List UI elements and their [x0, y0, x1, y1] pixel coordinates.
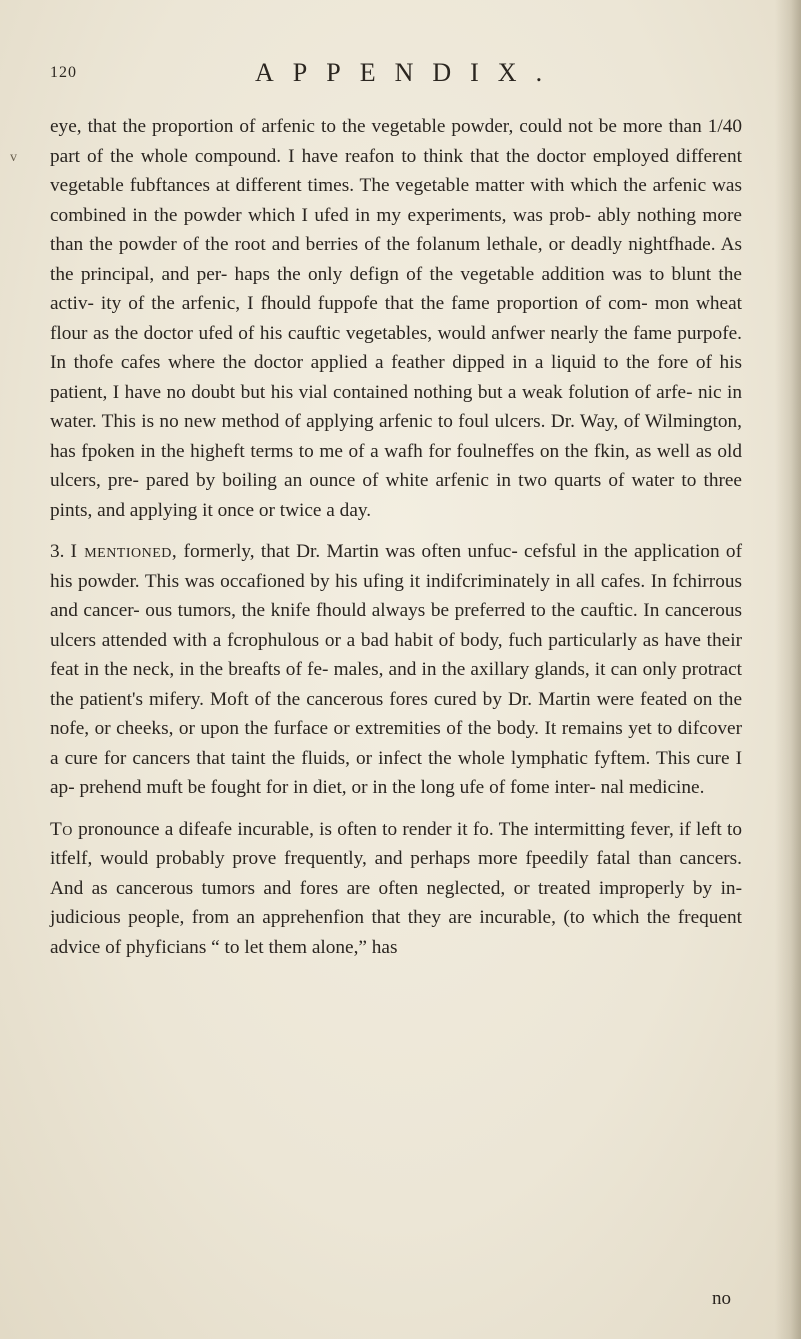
paragraph — [50, 815, 742, 963]
paragraph — [50, 112, 742, 525]
body-text — [50, 112, 742, 962]
running-head — [50, 60, 740, 90]
paragraph — [50, 537, 742, 803]
running-title: APPENDIX. — [255, 58, 562, 87]
paragraph-text: eye, that the proportion of arfenic to the vegetable powder, could not be more than 1/40 part of the whole compound. I have reafon to think that the doctor employed different vegetable fubftances at different times. The vegetable matter with which the arfenic was combined in the powder which I ufed in my experiments, was prob- ably nothing more than the powder of the root and berries of the folanum lethale, or deadly nightfhade. As the principal, and per- haps the only defign of the vegetable addition was to blunt the activ- ity of the arfenic, I fhould fuppofe that the fame proportion of com- mon wheat flour as the doctor ufed of his cauftic vegetables, would anfwer nearly the fame purpofe. In thofe cafes where the doctor applied a feather dipped in a liquid to the fore of his patient, I have no doubt but his vial contained nothing but a weak folution of arfe- nic in water. This is no new method of applying arfenic to foul ulcers. Dr. Way, of Wilmington, has fpoken in the higheft terms to me of a wafh for foulneffes on the fkin, as well as old ulcers, pre- pared by boiling an ounce of white arfenic in two quarts of water to three pints, and applying it once or twice a day. — [50, 116, 742, 521]
page-number: 120 — [50, 64, 77, 81]
catchword: no — [712, 1288, 731, 1309]
margin-mark: v — [10, 150, 17, 165]
paragraph-number: 3. — [50, 541, 65, 562]
page-edge-shadow — [775, 0, 801, 1339]
paragraph-lead: I mentioned, — [70, 541, 178, 562]
paragraph-text: pronounce a difeafe incurable, is often to render it fo. The intermitting fever, if left to itfelf, would probably prove frequently, and perhaps more fpeedily fatal than cancers. And as cancerous tumors and fores are often neglected, or treated improperly by in- judicious people, from an apprehenfion that they are incurable, (to which the frequent advice of phyficians “ to let them alone,” has — [50, 818, 742, 958]
paragraph-lead: To — [50, 818, 73, 840]
paragraph-text: formerly, that Dr. Martin was often unfuc- cefsful in the application of his powder. This was occafioned by his ufing it indifcriminately in all cafes. In fchirrous and cancer- ous tumors, the knife fhould always be preferred to the cauftic. In cancerous ulcers attended with a fcrophulous or a bad habit of body, fuch particularly as have their feat in the neck, in the breafts of fe- males, and in the axillary glands, it can only protract the patient's mifery. Moft of the cancerous fores cured by Dr. Martin were feated on the nofe, or cheeks, or upon the furface or extremities of the body. It remains yet to difcover a cure for cancers that taint the fluids, or infect the whole lymphatic fyftem. This cure I ap- prehend muft be fought for in diet, or in the long ufe of fome inter- nal medicine. — [50, 541, 742, 798]
